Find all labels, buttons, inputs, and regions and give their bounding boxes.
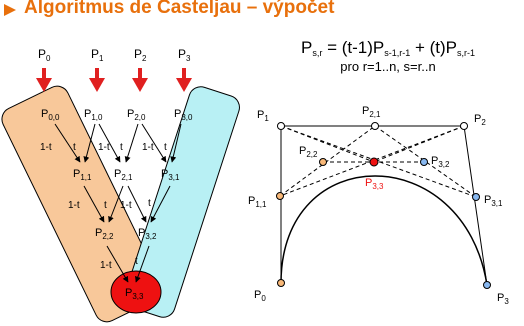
point-p1 — [278, 123, 285, 130]
formula-term1-sub: s-1,r-1 — [384, 48, 411, 58]
input-label-p0: $P_0$ — [38, 47, 51, 63]
node-p33: $P_{3,3}$ — [125, 287, 144, 301]
input-label-p2: $P_2$ — [134, 47, 147, 63]
label-p1: $P_1$ — [257, 109, 269, 123]
label-p11: $P_{1,1}$ — [248, 195, 267, 209]
formula-lhs: P — [301, 38, 313, 57]
point-p33 — [370, 158, 378, 166]
point-p31 — [473, 194, 480, 201]
label-p31: $P_{3,1}$ — [484, 194, 503, 208]
formula-lhs-sub: s,r — [312, 48, 323, 58]
weight-t: t — [73, 142, 76, 153]
point-p2 — [461, 123, 468, 130]
input-arrow-3 — [176, 68, 192, 92]
node-p20: $P_{2,0}$ — [127, 108, 146, 122]
label-p33: $P_{3,3}$ — [365, 177, 384, 191]
point-p3 — [484, 282, 491, 289]
formula-term1: = (t-1)P — [322, 38, 385, 57]
label-p22: $P_{2,2}$ — [299, 145, 318, 159]
weight-1mt: 1-t — [100, 260, 112, 271]
curve-points — [277, 123, 491, 289]
curve-labels — [248, 105, 509, 306]
weight-t: t — [135, 256, 138, 267]
node-p31: $P_{3,1}$ — [161, 168, 180, 182]
right-diagram — [248, 105, 509, 306]
weight-t: t — [148, 198, 151, 209]
label-p21: $P_{2,1}$ — [362, 105, 381, 119]
input-arrow-2 — [132, 68, 148, 92]
label-p0: $P_0$ — [254, 289, 266, 303]
formula-range: pro r=1..n, s=r..n — [340, 59, 436, 74]
weight-1mt: 1-t — [120, 200, 132, 211]
bezier-curve — [281, 176, 487, 285]
point-p22 — [320, 159, 327, 166]
input-label-p1: $P_1$ — [91, 47, 104, 63]
point-p32 — [421, 159, 428, 166]
node-p10: $P_{1,0}$ — [84, 108, 103, 122]
slide-title: Algoritmus de Casteljau – výpočet — [24, 0, 335, 18]
point-p11 — [277, 193, 284, 200]
label-p2: $P_2$ — [474, 113, 486, 127]
weight-1mt: 1-t — [68, 200, 80, 211]
label-p3: $P_3$ — [497, 292, 509, 306]
left-diagram — [0, 47, 243, 326]
formula-term2-sub: s,r-1 — [457, 48, 475, 58]
input-label-p3: $P_3$ — [178, 47, 191, 63]
weight-t: t — [104, 200, 107, 211]
formula-term2: + (t)P — [410, 38, 457, 57]
weight-1mt: 1-t — [98, 142, 110, 153]
node-p21: $P_{2,1}$ — [114, 168, 133, 182]
label-p32: $P_{3,2}$ — [431, 155, 450, 169]
node-p22: $P_{2,2}$ — [95, 227, 114, 241]
point-p0 — [278, 280, 285, 287]
node-p30: $P_{3,0}$ — [174, 108, 193, 122]
node-p00: $P_{0,0}$ — [41, 108, 60, 122]
node-p11: $P_{1,1}$ — [73, 168, 92, 182]
point-p21 — [372, 123, 379, 130]
node-p32: $P_{3,2}$ — [138, 227, 157, 241]
input-arrow-1 — [89, 68, 105, 92]
weight-t: t — [164, 142, 167, 153]
weight-1mt: 1-t — [40, 142, 52, 153]
weight-t: t — [120, 142, 123, 153]
weight-1mt: 1-t — [142, 142, 154, 153]
